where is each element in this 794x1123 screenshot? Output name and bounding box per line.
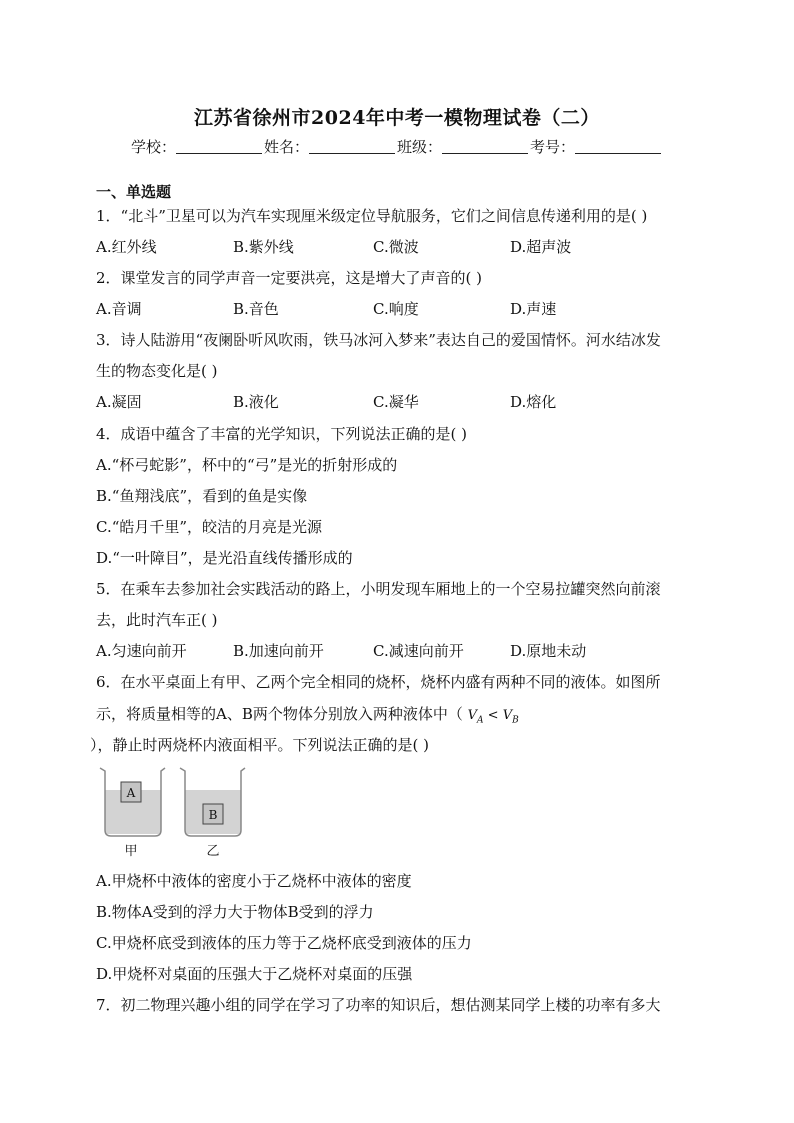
question-2-option-a: A.音调 [96, 300, 142, 318]
question-1-option-d: D.超声波 [510, 238, 572, 256]
object-b-label: B [208, 808, 218, 822]
math-sub-b: B [512, 715, 519, 726]
beakers-figure [96, 764, 246, 860]
question-5-stem-line-2: 去，此时汽车正( ) [96, 611, 218, 629]
school-label: 学校： [130, 138, 176, 156]
question-2-option-d: D.声速 [510, 300, 557, 318]
question-6-stem-line-1: 6．在水平桌面上有甲、乙两个完全相同的烧杯，烧杯内盛有两种不同的液体。如图所 [96, 673, 661, 691]
school-blank [176, 139, 262, 154]
section-title: 一、单选题 [96, 183, 172, 201]
question-3-option-c: C.凝华 [373, 393, 419, 411]
exam-title: 江苏省徐州市2024年中考一模物理试卷（二） [194, 107, 600, 129]
question-5-option-a: A.匀速向前开 [96, 642, 187, 660]
question-5-option-b: B.加速向前开 [233, 642, 324, 660]
math-less-than: < [483, 708, 503, 723]
class-blank [442, 139, 528, 154]
class-label: 班级： [397, 138, 443, 156]
math-v-b: V [502, 708, 513, 723]
question-4-option-c: C.“皓月千里”，皎洁的月亮是光源 [96, 518, 323, 536]
question-6-stem-text: 示，将质量相等的A、B两个物体分别放入两种液体中（ [96, 705, 463, 723]
question-5-stem-line-1: 5．在乘车去参加社会实践活动的路上，小明发现车厢地上的一个空易拉罐突然向前滚 [96, 580, 661, 598]
math-v-a: V [467, 708, 478, 723]
question-3-stem-line-2: 生的物态变化是( ) [96, 362, 218, 380]
question-6-option-b: B.物体A受到的浮力大于物体B受到的浮力 [96, 903, 374, 921]
question-4-option-a: A.“杯弓蛇影”，杯中的“弓”是光的折射形成的 [96, 456, 398, 474]
beaker-jia [100, 768, 165, 859]
volume-inequality [467, 708, 519, 726]
name-label: 姓名： [263, 138, 309, 156]
question-3-stem-line-1: 3．诗人陆游用“夜阑卧听风吹雨，铁马冰河入梦来”表达自己的爱国情怀。河水结冰发 [96, 331, 661, 349]
question-4-option-d: D.“一叶障目”，是光沿直线传播形成的 [96, 549, 353, 567]
name-blank [309, 139, 395, 154]
question-1-option-c: C.微波 [373, 238, 419, 256]
question-1-option-b: B.紫外线 [233, 238, 294, 256]
question-7-stem: 7．初二物理兴趣小组的同学在学习了功率的知识后，想估测某同学上楼的功率有多大 [96, 996, 661, 1014]
question-6-option-c: C.甲烧杯底受到液体的压力等于乙烧杯底受到液体的压力 [96, 934, 472, 952]
question-6-option-a: A.甲烧杯中液体的密度小于乙烧杯中液体的密度 [96, 872, 412, 890]
number-blank [575, 139, 661, 154]
question-5-option-c: C.减速向前开 [373, 642, 464, 660]
question-1-stem: 1．“北斗”卫星可以为汽车实现厘米级定位导航服务，它们之间信息传递利用的是( ) [96, 207, 648, 225]
beaker-yi-label: 乙 [206, 844, 220, 859]
beaker-jia-label: 甲 [124, 844, 138, 859]
question-6-stem-line-2 [96, 703, 519, 726]
object-a-label: A [126, 786, 136, 800]
beaker-yi [180, 768, 245, 859]
question-3-option-a: A.凝固 [96, 393, 142, 411]
question-4-stem: 4．成语中蕴含了丰富的光学知识，下列说法正确的是( ) [96, 425, 468, 443]
question-2-stem: 2．课堂发言的同学声音一定要洪亮，这是增大了声音的( ) [96, 269, 483, 287]
question-2-option-b: B.音色 [233, 300, 279, 318]
question-3-option-d: D.熔化 [510, 393, 557, 411]
question-4-option-b: B.“鱼翔浅底”，看到的鱼是实像 [96, 487, 308, 505]
question-6-stem-line-3: ），静止时两烧杯内液面相平。下列说法正确的是( ) [90, 736, 429, 754]
student-info-row [0, 136, 794, 157]
question-6-option-d: D.甲烧杯对桌面的压强大于乙烧杯对桌面的压强 [96, 965, 413, 983]
number-label: 考号： [530, 138, 576, 156]
question-3-option-b: B.液化 [233, 393, 279, 411]
question-1-option-a: A.红外线 [96, 238, 157, 256]
question-2-option-c: C.响度 [373, 300, 419, 318]
math-sub-a: A [477, 715, 484, 726]
question-5-option-d: D.原地未动 [510, 642, 587, 660]
